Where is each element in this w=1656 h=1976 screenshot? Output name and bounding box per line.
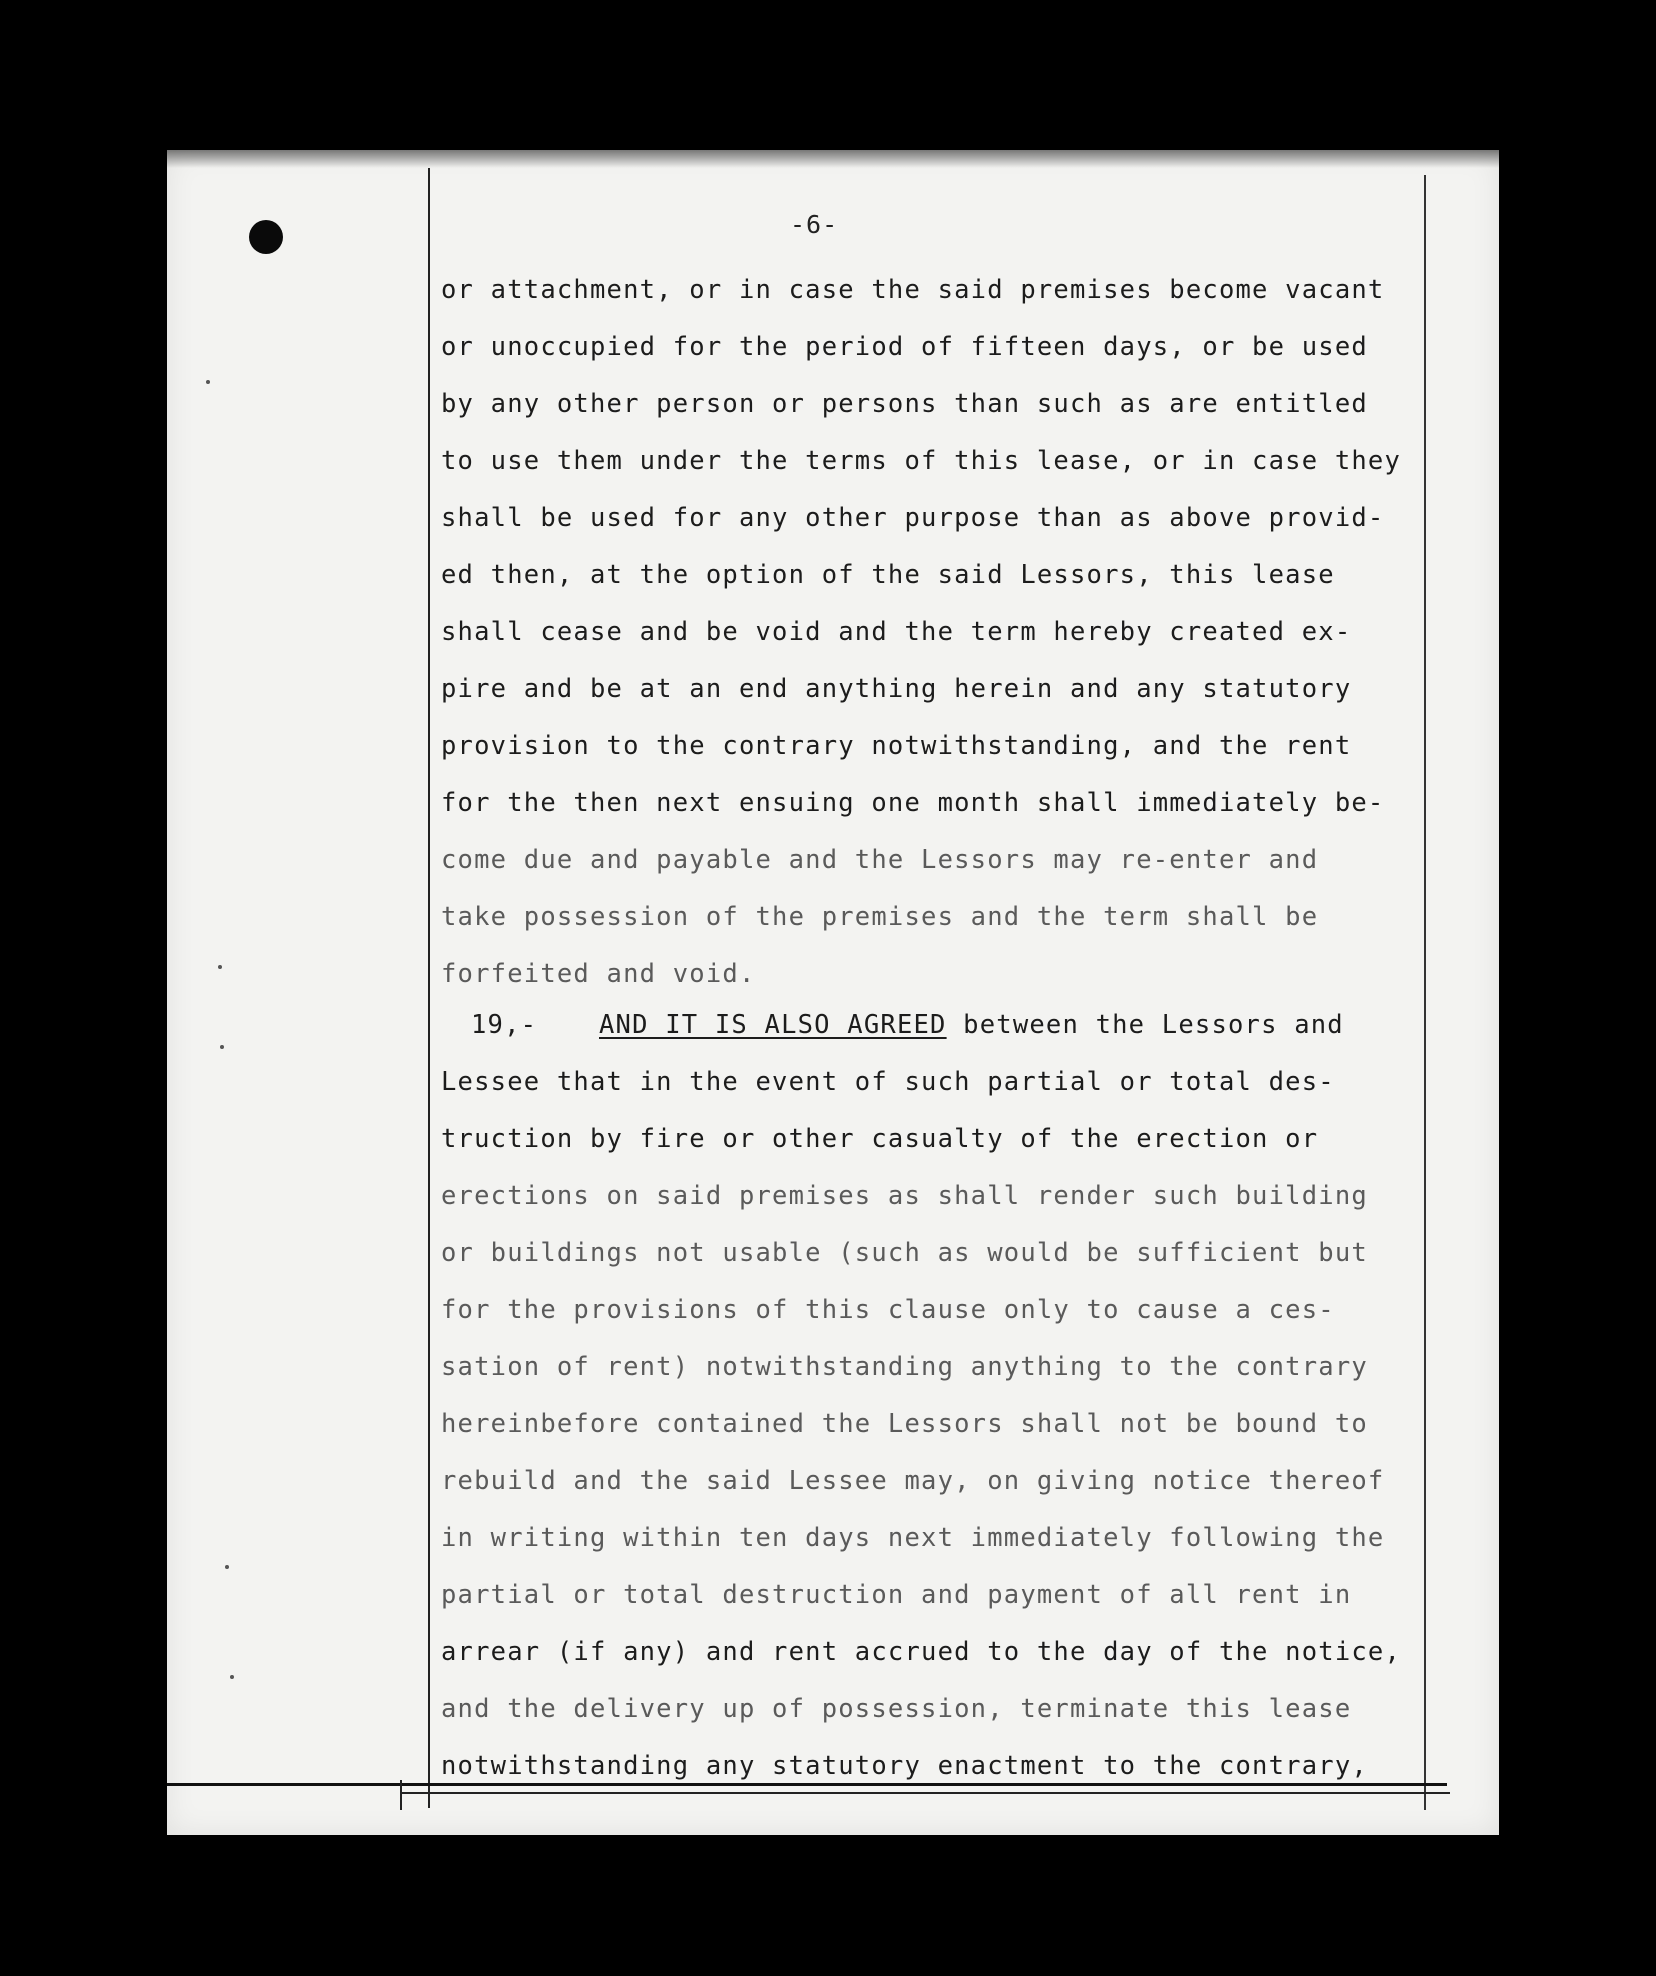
text-line: or attachment, or in case the said premises become vacant	[441, 275, 1385, 305]
text-line: hereinbefore contained the Lessors shall not be bound to	[441, 1409, 1368, 1439]
text-line: rebuild and the said Lessee may, on giving notice thereof	[441, 1466, 1385, 1496]
text-line: forfeited and void.	[441, 959, 756, 989]
bottom-rule-tick	[400, 1780, 402, 1810]
speck-mark	[220, 1045, 224, 1049]
punch-hole-icon	[249, 220, 283, 254]
text-line: notwithstanding any statutory enactment to the contrary,	[441, 1751, 1368, 1781]
text-line: shall cease and be void and the term hereby created ex-	[441, 617, 1352, 647]
text-line: in writing within ten days next immediately following the	[441, 1523, 1385, 1553]
text-line: ed then, at the option of the said Lessors, this lease	[441, 560, 1335, 590]
text-line: or unoccupied for the period of fifteen days, or be used	[441, 332, 1368, 362]
text-line: for the then next ensuing one month shall immediately be-	[441, 788, 1385, 818]
text-line: provision to the contrary notwithstanding, and the rent	[441, 731, 1352, 761]
clause-number: 19,-	[471, 1010, 538, 1040]
text-line: erections on said premises as shall render such building	[441, 1181, 1368, 1211]
clause-heading: AND IT IS ALSO AGREED	[599, 1010, 947, 1040]
clause-19-heading-line	[441, 997, 1441, 1054]
text-line: Lessee that in the event of such partial or total des-	[441, 1067, 1335, 1097]
page-top-edge	[167, 150, 1499, 168]
speck-mark	[225, 1565, 229, 1569]
text-line: and the delivery up of possession, terminate this lease	[441, 1694, 1352, 1724]
page-number: -6-	[790, 210, 839, 239]
text-line: take possession of the premises and the term shall be	[441, 902, 1319, 932]
text-line: partial or total destruction and payment of all rent in	[441, 1580, 1352, 1610]
text-line: sation of rent) notwithstanding anything to the contrary	[441, 1352, 1368, 1382]
speck-mark	[206, 380, 210, 384]
text-line-rest: between the Lessors and	[946, 1010, 1344, 1040]
text-line: shall be used for any other purpose than as above provid-	[441, 503, 1385, 533]
body-text	[441, 262, 1441, 1795]
text-line: come due and payable and the Lessors may re-enter and	[441, 845, 1319, 875]
text-line: by any other person or persons than such as are entitled	[441, 389, 1368, 419]
speck-mark	[218, 965, 222, 969]
text-line: to use them under the terms of this lease, or in case they	[441, 446, 1402, 476]
text-line: pire and be at an end anything herein and any statutory	[441, 674, 1352, 704]
text-line: or buildings not usable (such as would be sufficient but	[441, 1238, 1368, 1268]
left-margin-rule	[428, 168, 430, 1808]
speck-mark	[230, 1675, 234, 1679]
text-line: for the provisions of this clause only to cause a ces-	[441, 1295, 1335, 1325]
text-line: arrear (if any) and rent accrued to the day of the notice,	[441, 1637, 1402, 1667]
text-line: truction by fire or other casualty of the erection or	[441, 1124, 1319, 1154]
